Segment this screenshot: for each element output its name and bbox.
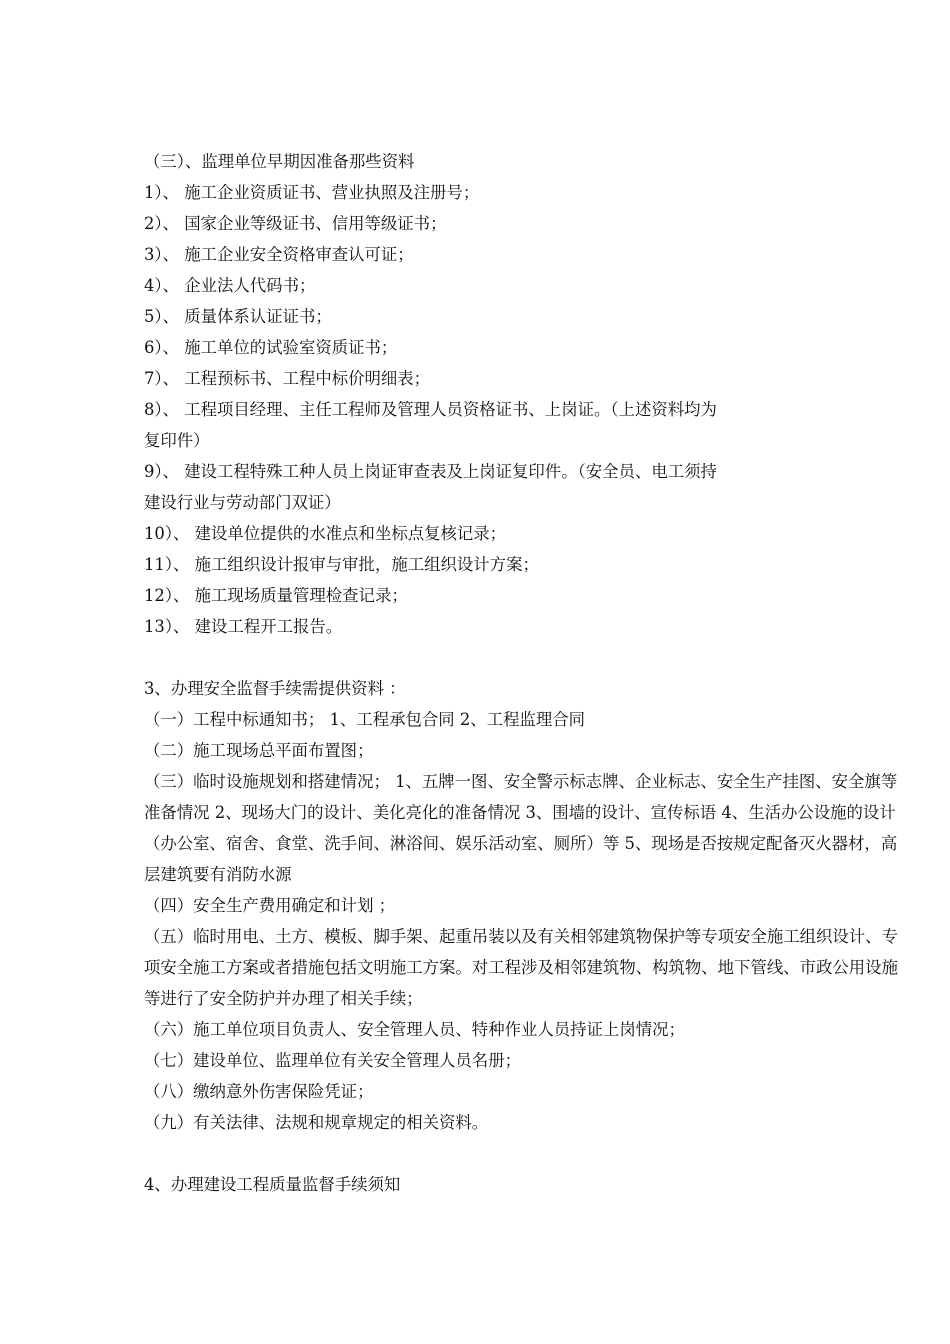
document-body [144, 146, 904, 1200]
list-item: （四）安全生产费用确定和计划 ； [144, 896, 396, 915]
list-item: 4）、 企业法人代码书； [144, 276, 316, 295]
list-item: 9）、 建设工程特殊工种人员上岗证审查表及上岗证复印件。（安全员、电工须持 [144, 462, 717, 481]
list-item: 7）、 工程预标书、工程中标价明细表； [144, 369, 431, 388]
list-item: （六）施工单位项目负责人、安全管理人员、特种作业人员持证上岗情况； [144, 1020, 685, 1039]
list-item: （七）建设单位、监理单位有关安全管理人员名册； [144, 1051, 521, 1070]
list-item: 13）、 建设工程开工报告。 [144, 617, 343, 636]
list-item: 11）、 施工组织设计报审与审批，施工组织设计方案； [144, 555, 539, 574]
list-item: 2）、 国家企业等级证书、信用等级证书； [144, 214, 447, 233]
list-item-continuation: 复印件） [144, 431, 210, 450]
paragraph-spacer [144, 1138, 904, 1169]
section-heading: 4、办理建设工程质量监督手续须知 [144, 1175, 401, 1194]
list-item: （八）缴纳意外伤害保险凭证； [144, 1082, 374, 1101]
list-item-continuation: 建设行业与劳动部门双证） [144, 493, 341, 512]
list-item: （二）施工现场总平面布置图； [144, 741, 374, 760]
list-item: 10）、 建设单位提供的水准点和坐标点复核记录； [144, 524, 507, 543]
list-item: 1）、 施工企业资质证书、营业执照及注册号； [144, 183, 480, 202]
list-item: （九）有关法律、法规和规章规定的相关资料。 [144, 1113, 489, 1132]
list-item: 3）、 施工企业安全资格审查认可证； [144, 245, 414, 264]
list-item: 6）、 施工单位的试验室资质证书； [144, 338, 398, 357]
list-paragraph: （三）临时设施规划和搭建情况； 1、五牌一图、安全警示标志牌、企业标志、安全生产挂图、安全旗等准备情况 2、现场大门的设计、美化亮化的准备情况 3、围墙的设计、宣传标语 4、生活办公设施的设计（办公室、宿舍、食堂、洗手间、淋浴间、娱乐活动室、厕所）等 5、现场是否按规定配备灭火器材，高层建筑要有消防水源 [144, 772, 898, 884]
section-heading: 3、办理安全监督手续需提供资料 ： [144, 679, 406, 698]
list-item: 8）、 工程项目经理、主任工程师及管理人员资格证书、上岗证。（上述资料均为 [144, 400, 717, 419]
section-heading: （三）、监理单位早期因准备那些资料 [144, 152, 415, 171]
list-item: 5）、 质量体系认证证书； [144, 307, 332, 326]
list-item: （一）工程中标通知书； 1、工程承包合同 2、工程监理合同 [144, 710, 586, 729]
list-item: 12）、 施工现场质量管理检查记录； [144, 586, 408, 605]
list-paragraph: （五）临时用电、土方、模板、脚手架、起重吊装以及有关相邻建筑物保护等专项安全施工组织设计、专项安全施工方案或者措施包括文明施工方案。对工程涉及相邻建筑物、构筑物、地下管线、市政公用设施等进行了安全防护并办理了相关手续； [144, 927, 898, 1008]
paragraph-spacer [144, 642, 904, 673]
